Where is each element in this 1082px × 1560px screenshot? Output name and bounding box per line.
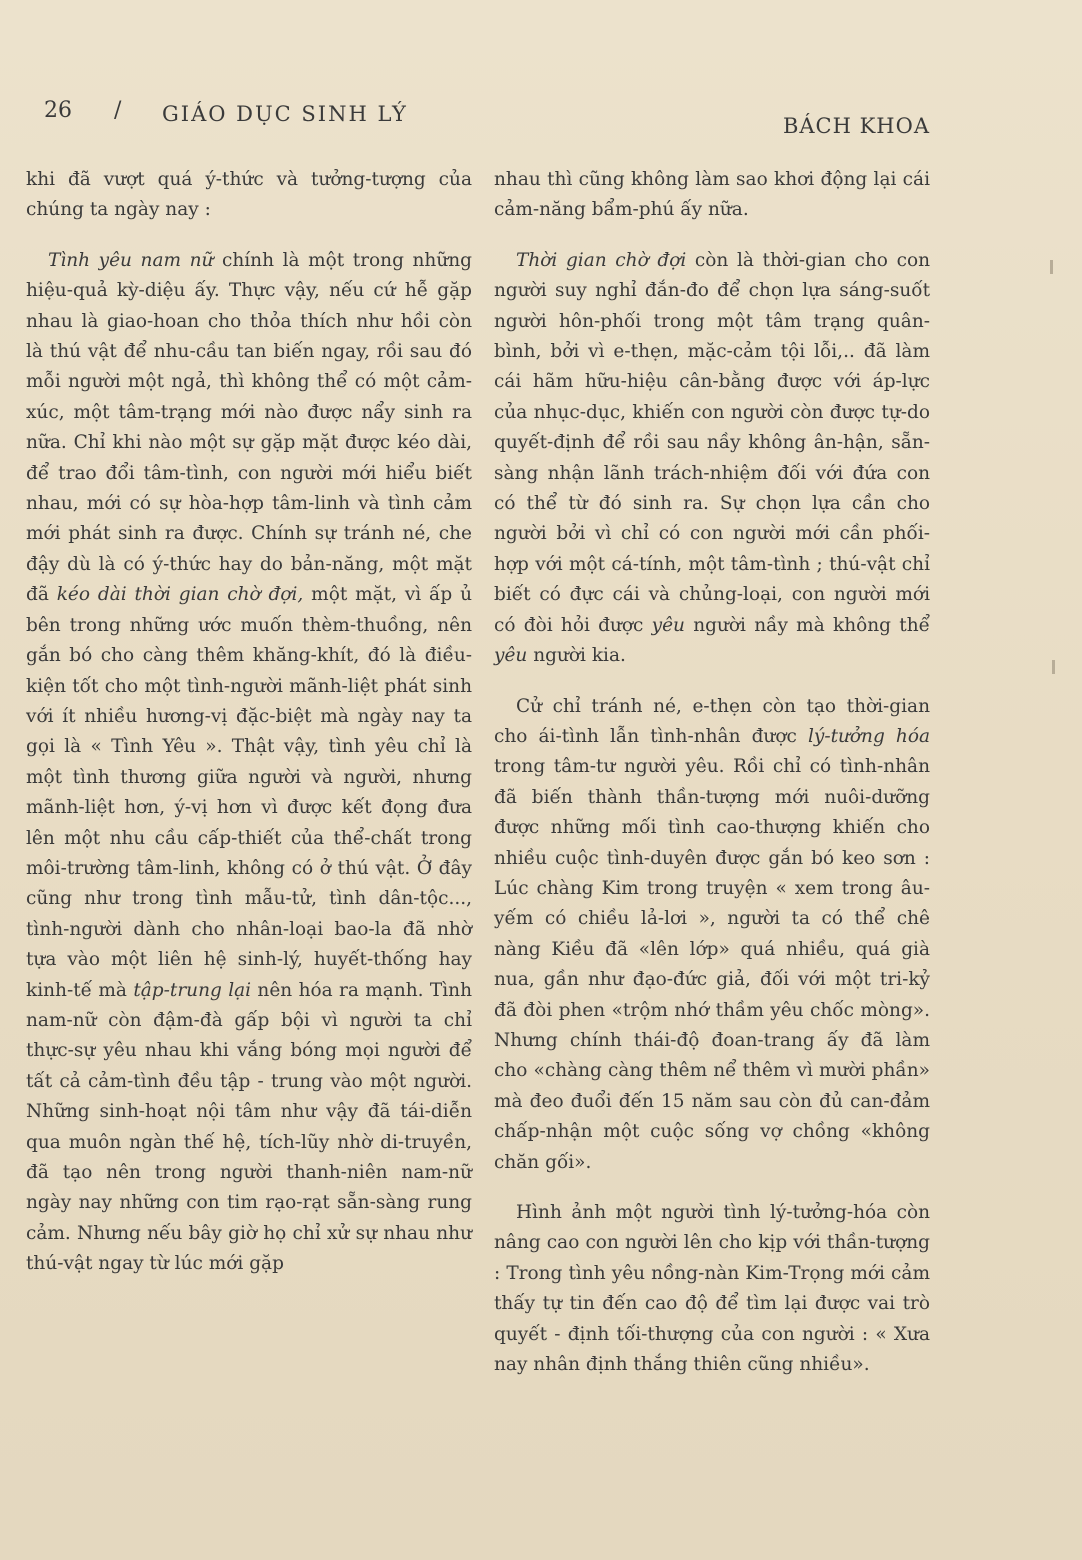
- paragraph-text: Cử chỉ tránh né, e-thẹn còn tạo thời-gian cho ái-tình lẫn tình-nhân được: [494, 695, 930, 747]
- paragraph: [26, 165, 472, 226]
- paragraph-text: một mặt, vì ấp ủ bên trong những ước muốn thèm-thuồng, nên gắn bó cho càng thêm khăng-khít, đó là điều-kiện tốt cho một tình-người mãnh-liệt phát sinh với ít nhiều hương-vị đặc-biệt mà ngày nay ta gọi là « Tình Yêu ». Thật vậy, tình yêu chỉ là một tình thương giữa người và người, nhưng mãnh-liệt hơn, ý-vị hơn vì được kết đọng đưa lên một nhu cầu cấp-thiết của thể-chất trong môi-trường tâm-linh, không có ở thú vật. Ở đây cũng như trong tình mẫu-tử, tình dân-tộc..., tình-người dành cho nhân-loại bao-la đã nhờ tựa vào một liên hệ sinh-lý, huyết-thống hay kinh-tế mà: [26, 584, 472, 1001]
- paragraph-text: chính là một trong những hiệu-quả kỳ-diệu ấy. Thực vậy, nếu cứ hễ gặp nhau là giao-hoan cho thỏa thích như hồi còn là thú vật để nhu-cầu tan biến ngay, rồi sau đó mỗi người một ngả, thì không thể có một cảm-xúc, một tâm-trạng mới nào được nẩy sinh ra nữa. Chỉ khi nào một sự gặp mặt được kéo dài, để trao đổi tâm-tình, con người mới hiểu biết nhau, mới có sự hòa-hợp tâm-linh và tình cảm mới phát sinh ra được. Chính sự tránh né, che đậy dù là có ý-thức hay do bản-năng, một mặt đã: [26, 249, 473, 606]
- header-separator: /: [114, 98, 122, 123]
- left-column: [26, 165, 472, 1300]
- emphasis: tập-trung lại: [133, 979, 252, 1001]
- page-header: [0, 92, 1082, 142]
- paragraph: [26, 246, 472, 1280]
- right-column: [494, 165, 930, 1400]
- paragraph: [494, 1198, 930, 1380]
- emphasis: yêu: [651, 614, 685, 636]
- paragraph-text: nên hóa ra mạnh. Tình nam-nữ còn đậm-đà gấp bội vì người ta chỉ thực-sự yêu nhau khi vắng bóng mọi người để tất cả cảm-tình đều tập - trung vào một người. Những sinh-hoạt nội tâm như vậy đã tái-diễn qua muôn ngàn thế hệ, tích-lũy nhờ di-truyền, đã tạo nên trong người thanh-niên nam-nữ ngày nay những con tim rạo-rạt sẵn-sàng rung cảm. Nhưng nếu bây giờ họ chỉ xử sự nhau như thú-vật ngay từ lúc mới gặp: [26, 979, 472, 1275]
- emphasis: lý-tưởng hóa: [807, 725, 931, 747]
- emphasis: kéo dài thời gian chờ đợi,: [56, 584, 304, 606]
- paragraph-text: nhau thì cũng không làm sao khơi động lại cái cảm-năng bẩm-phú ấy nữa.: [494, 169, 930, 221]
- emphasis: Thời gian chờ đợi: [516, 249, 687, 271]
- paragraph-text: trong tâm-tư người yêu. Rồi chỉ có tình-nhân đã biến thành thần-tượng mới nuôi-dưỡng được những mối tình cao-thượng khiến cho nhiều cuộc tình-duyên được gắn bó keo sơn : Lúc chàng Kim trong truyện « xem trong âu-yếm có chiều lả-lơi », người ta có thể chê nàng Kiều đã «lên lớp» quá nhiều, quá già nua, gần như đạo-đức giả, đối với một tri-kỷ đã đòi phen «trộm nhớ thầm yêu chốc mòng». Nhưng chính thái-độ đoan-trang ấy đã làm cho «chàng càng thêm nể thêm vì mười phần» mà đeo đuổi đến 15 năm sau còn đủ can-đảm chấp-nhận một cuộc sống vợ chồng «không chăn gối».: [494, 756, 930, 1173]
- paragraph: [494, 165, 930, 226]
- paragraph-text: người kia.: [527, 645, 626, 667]
- paragraph-text: Hình ảnh một người tình lý-tưởng-hóa còn nâng cao con người lên cho kịp với thần-tượng : Trong tình yêu nồng-nàn Kim-Trọng mới cảm thấy tự tin đến cao độ để tìm lại được vai trò quyết - định tối-thượng của con người : « Xưa nay nhân định thắng thiên cũng nhiều».: [494, 1202, 930, 1376]
- paragraph: [494, 692, 930, 1179]
- paragraph-text: khi đã vượt quá ý-thức và tưởng-tượng của chúng ta ngày nay :: [26, 169, 472, 221]
- paper-speck: [1050, 260, 1053, 274]
- journal-name: BÁCH KHOA: [782, 114, 930, 138]
- paragraph-text: người nầy mà không thể: [684, 614, 930, 636]
- paragraph: [494, 246, 930, 672]
- emphasis: yêu: [494, 645, 528, 667]
- section-title: GIÁO DỤC SINH LÝ: [162, 102, 408, 126]
- page-number: 26: [44, 98, 72, 123]
- paper-speck: [1052, 660, 1055, 674]
- emphasis: Tình yêu nam nữ: [48, 249, 214, 271]
- paragraph-text: còn là thời-gian cho con người suy nghỉ đắn-đo để chọn lựa sáng-suốt người hôn-phối trong một tâm trạng quân-bình, bởi vì e-thẹn, mặc-cảm tội lỗi,.. đã làm cái hãm hữu-hiệu cân-bằng được với áp-lực của nhục-dục, khiến con người còn được tự-do quyết-định để rồi sau nầy không ân-hận, sẵn-sàng nhận lãnh trách-nhiệm đối với đứa con có thể từ đó sinh ra. Sự chọn lựa cần cho người bởi vì chỉ có con người mới cần phối-hợp với một cá-tính, một tâm-tình ; thú-vật chỉ biết có đực cái và chủng-loại, con người mới có đòi hỏi được: [494, 249, 930, 636]
